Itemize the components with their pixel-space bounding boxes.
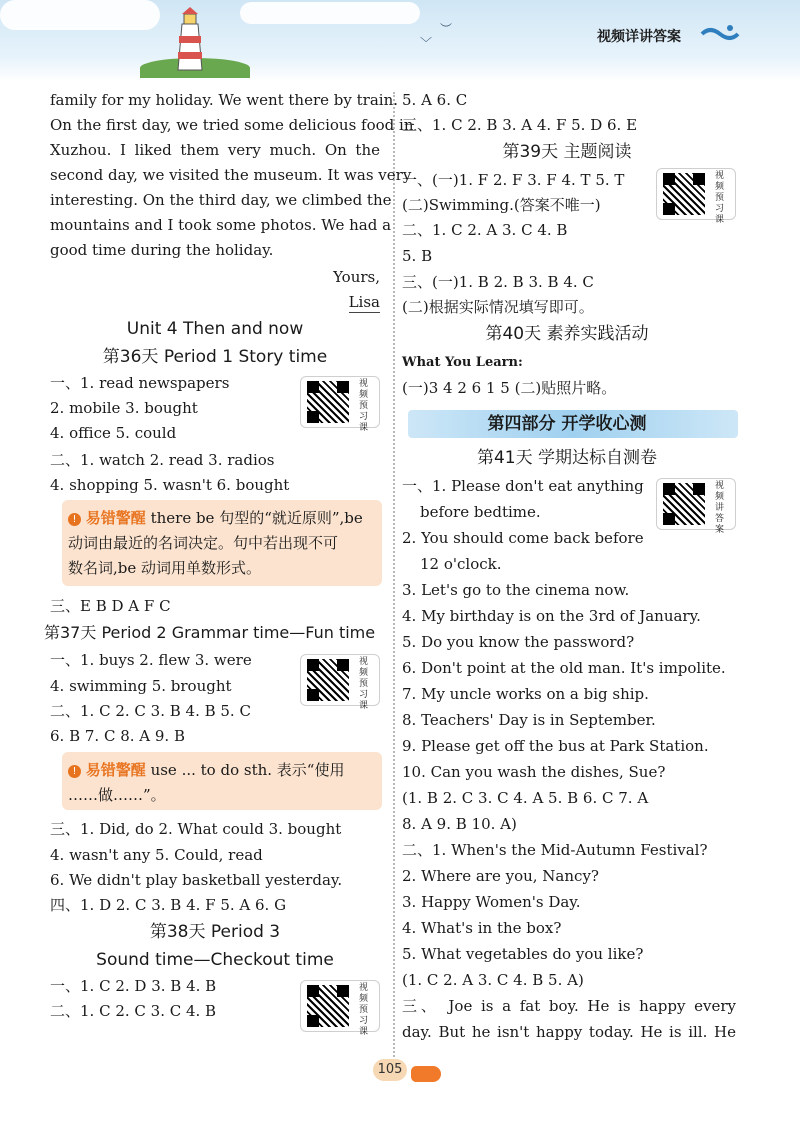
page-number: 105: [373, 1059, 407, 1081]
letter-line: mountains and I took some photos. We had a: [50, 216, 392, 234]
lighthouse-illustration: [160, 6, 220, 76]
answer-logo-icon: [700, 22, 740, 46]
qr-code-pattern: [663, 483, 705, 525]
qr-label: 视频预习课: [359, 657, 369, 711]
qr-label: 视频讲答案: [715, 481, 725, 535]
page-header: [0, 0, 800, 82]
day39-title: 第39天 主题阅读: [502, 142, 632, 162]
answer-line: 三、 Joe is a fat boy. He is happy every: [402, 997, 736, 1015]
qr-code[interactable]: [300, 980, 380, 1037]
qr-code[interactable]: [300, 376, 380, 433]
answer-line: (1. B 2. C 3. C 4. A 5. B 6. C 7. A: [402, 789, 649, 807]
day37-title: 第37天 Period 2 Grammar time—Fun time: [44, 623, 376, 642]
answer-line: 8. A 9. B 10. A): [402, 815, 517, 833]
answer-line: 2. Where are you, Nancy?: [402, 867, 599, 885]
answer-line: 9. Please get off the bus at Park Station.: [402, 737, 709, 755]
header-cloud: [0, 0, 160, 30]
qr-code[interactable]: [656, 168, 736, 225]
answer-line: 四、1. D 2. C 3. B 4. F 5. A 6. G: [50, 896, 287, 914]
answer-line: 一、1. Please don't eat anything: [402, 477, 644, 495]
answer-line: 一、(一)1. F 2. F 3. F 4. T 5. T: [402, 171, 625, 189]
answer-line: 二、1. C 2. C 3. C 4. B: [50, 1002, 217, 1020]
answer-line: 二、1. watch 2. read 3. radios: [50, 451, 275, 469]
letter-line: good time during the holiday.: [50, 241, 274, 259]
warning-text: use ... to do sth. 表示“使用: [150, 761, 345, 779]
qr-label: 视频预习课: [359, 379, 369, 433]
answer-line: 12 o'clock.: [420, 555, 502, 573]
letter-line: On the first day, we tried some delicious food in: [50, 116, 414, 134]
warning-text: 动词由最近的名词决定。句中若出现不可: [68, 534, 339, 552]
warning-text: there be 句型的“就近原则”,be: [150, 509, 363, 527]
answer-line: day. But he isn't happy today. He is ill. He: [402, 1023, 736, 1041]
part4-title: 第四部分 开学收心测: [487, 414, 647, 434]
answer-line: 一、1. buys 2. flew 3. were: [50, 651, 252, 669]
answer-line: (一)3 4 2 6 1 5 (二)贴照片略。: [402, 379, 617, 397]
bird-icon: ︶: [440, 22, 453, 36]
qr-code-pattern: [307, 381, 349, 423]
answer-line: 4. My birthday is on the 3rd of January.: [402, 607, 701, 625]
day36-title: 第36天 Period 1 Story time: [102, 347, 328, 367]
answer-line: 2. mobile 3. bought: [50, 399, 198, 417]
answer-line: 3. Happy Women's Day.: [402, 893, 581, 911]
answer-line: (1. C 2. A 3. C 4. B 5. A): [402, 971, 584, 989]
letter-line: second day, we visited the museum. It was very: [50, 166, 412, 184]
answer-line: 6. B 7. C 8. A 9. B: [50, 727, 185, 745]
answer-line: 5. What vegetables do you like?: [402, 945, 644, 963]
qr-code-pattern: [663, 173, 705, 215]
answer-line: 5. A 6. C: [402, 91, 468, 109]
warning-text: ……做……”。: [68, 786, 166, 804]
answer-line: 5. B: [402, 247, 433, 265]
answer-line: 二、1. C 2. A 3. C 4. B: [402, 221, 568, 239]
answer-line: (二)Swimming.(答案不唯一): [402, 196, 601, 214]
letter-line: family for my holiday. We went there by train.: [50, 91, 398, 109]
answer-line: 6. Don't point at the old man. It's impolite.: [402, 659, 726, 677]
qr-label: 视频预习课: [715, 171, 725, 225]
signature-text: Lisa: [348, 293, 380, 311]
answer-line: 4. swimming 5. brought: [50, 677, 232, 695]
letter-line: Xuzhou. I liked them very much. On the: [50, 141, 380, 159]
day40-title: 第40天 素养实践活动: [485, 324, 649, 344]
warning-icon: !: [68, 765, 81, 778]
warning-box: [62, 752, 382, 810]
letter-signature: [50, 292, 380, 312]
column-divider: [393, 92, 395, 1057]
submarine-icon: [411, 1066, 441, 1082]
answer-line: before bedtime.: [420, 503, 541, 521]
answer-line: 7. My uncle works on a big ship.: [402, 685, 649, 703]
section-label: What You Learn:: [402, 355, 523, 370]
answer-line: 三、E B D A F C: [50, 597, 171, 615]
answer-line: 二、1. C 2. C 3. B 4. B 5. C: [50, 702, 251, 720]
letter-sign-off: Yours,: [333, 268, 380, 286]
header-cloud: [240, 2, 420, 24]
answer-line: 一、1. C 2. D 3. B 4. B: [50, 977, 217, 995]
answer-line: 10. Can you wash the dishes, Sue?: [402, 763, 666, 781]
answer-line: 8. Teachers' Day is in September.: [402, 711, 656, 729]
answer-line: 4. What's in the box?: [402, 919, 562, 937]
answer-line: (二)根据实际情况填写即可。: [402, 298, 594, 316]
answer-line: 2. You should come back before: [402, 529, 644, 547]
answer-line: 二、1. When's the Mid-Autumn Festival?: [402, 841, 708, 859]
answer-line: 4. office 5. could: [50, 424, 177, 442]
warning-text: 数名词,be 动词用单数形式。: [68, 559, 262, 577]
qr-code[interactable]: [656, 478, 736, 535]
header-title: 视频详讲答案: [597, 29, 681, 45]
day38-title: 第38天 Period 3: [149, 922, 281, 942]
warning-box: [62, 500, 382, 586]
bird-icon: ﹀: [420, 36, 433, 50]
day38-subtitle: Sound time—Checkout time: [96, 950, 334, 970]
qr-code-pattern: [307, 659, 349, 701]
warning-tag: 易错警醒: [85, 509, 146, 527]
answer-line: 3. Let's go to the cinema now.: [402, 581, 630, 599]
answer-line: 三、1. C 2. B 3. A 4. F 5. D 6. E: [402, 116, 638, 134]
answer-line: 6. We didn't play basketball yesterday.: [50, 871, 343, 889]
answer-line: 4. wasn't any 5. Could, read: [50, 846, 263, 864]
qr-label: 视频预习课: [359, 983, 369, 1037]
unit-title: Unit 4 Then and now: [126, 319, 304, 339]
qr-code-pattern: [307, 985, 349, 1027]
day41-title: 第41天 学期达标自测卷: [476, 448, 658, 468]
warning-icon: !: [68, 513, 81, 526]
answer-line: 4. shopping 5. wasn't 6. bought: [50, 476, 290, 494]
qr-code[interactable]: [300, 654, 380, 711]
letter-line: interesting. On the third day, we climbed the: [50, 191, 392, 209]
answer-line: 一、1. read newspapers: [50, 374, 230, 392]
answer-line: 5. Do you know the password?: [402, 633, 635, 651]
warning-tag: 易错警醒: [85, 761, 146, 779]
answer-line: 三、(一)1. B 2. B 3. B 4. C: [402, 273, 594, 291]
answer-line: 三、1. Did, do 2. What could 3. bought: [50, 820, 342, 838]
